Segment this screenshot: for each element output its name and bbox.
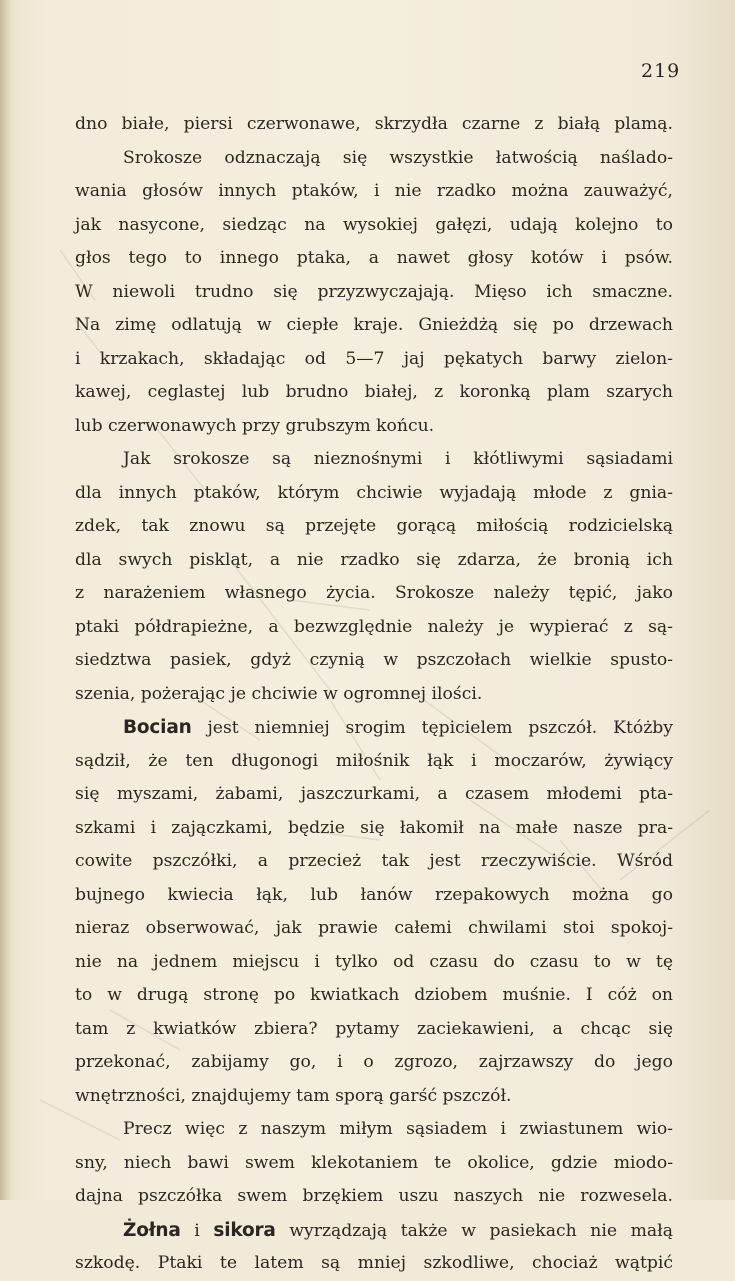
page-spine-shadow bbox=[0, 0, 12, 1200]
text-line bbox=[75, 979, 673, 1013]
line-text: szenia, pożerając je chciwie w ogromnej ilości. bbox=[75, 683, 483, 704]
line-text: jak nasycone, siedząc na wysokiej gałęzi, udają kolejno to bbox=[75, 214, 673, 235]
page-number: 219 bbox=[641, 60, 681, 82]
line-text: wnętrzności, znajdujemy tam sporą garść pszczół. bbox=[75, 1085, 512, 1106]
text-line bbox=[75, 1147, 673, 1181]
line-text: wyrządzają także w pasiekach nie małą bbox=[275, 1220, 673, 1241]
text-line bbox=[75, 879, 673, 913]
line-text: to w drugą stronę po kwiatkach dziobem muśnie. I cóż on bbox=[75, 985, 673, 1005]
text-line bbox=[75, 678, 673, 712]
text-line bbox=[75, 845, 673, 879]
text-line bbox=[75, 175, 673, 209]
line-text: siedztwa pasiek, gdyż czynią w pszczołach wielkie spusto- bbox=[75, 650, 673, 670]
line-text: cowite pszczółki, a przecież tak jest rzeczywiście. Wśród bbox=[75, 851, 673, 871]
line-text: zdek, tak znowu są przejęte gorącą miłością rodzicielską bbox=[75, 516, 673, 536]
text-line bbox=[75, 711, 673, 745]
text-line bbox=[75, 611, 673, 645]
line-text: Jak srokosze są nieznośnymi i kłótliwymi sąsiadami bbox=[123, 449, 673, 469]
line-text: Na zimę odlatują w ciepłe kraje. Gnieżdżą się po drzewach bbox=[75, 315, 673, 335]
line-text: dla innych ptaków, którym chciwie wyjadają młode z gnia- bbox=[75, 482, 673, 503]
text-line bbox=[75, 1247, 673, 1281]
line-text: ptaki półdrapieżne, a bezwzględnie należy je wypierać z są- bbox=[75, 616, 673, 637]
text-line bbox=[75, 108, 673, 142]
line-text: W niewoli trudno się przyzwyczajają. Mięso ich smaczne. bbox=[75, 281, 673, 302]
line-text: sądził, że ten długonogi miłośnik łąk i moczarów, żywiący bbox=[75, 750, 673, 771]
line-text: tam z kwiatków zbiera? pytamy zaciekawieni, a chcąc się bbox=[75, 1018, 673, 1039]
line-text: wania głosów innych ptaków, i nie rzadko można zauważyć, bbox=[75, 181, 673, 201]
line-text: się myszami, żabami, jaszczurkami, a czasem młodemi pta- bbox=[75, 784, 673, 804]
line-text: głos tego to innego ptaka, a nawet głosy kotów i psów. bbox=[75, 248, 673, 268]
text-line bbox=[75, 1013, 673, 1047]
text-line bbox=[75, 1214, 673, 1248]
text-line bbox=[75, 376, 673, 410]
bird-name-keyword: sikora bbox=[213, 1219, 276, 1241]
text-line bbox=[75, 276, 673, 310]
line-text: bujnego kwiecia łąk, lub łanów rzepakowych można go bbox=[75, 884, 673, 905]
line-text: przekonać, zabijamy go, i o zgrozo, zajrzawszy do jego bbox=[75, 1052, 673, 1072]
text-line bbox=[75, 510, 673, 544]
text-line bbox=[75, 1080, 673, 1114]
text-line bbox=[75, 745, 673, 779]
text-line bbox=[75, 812, 673, 846]
line-text: dno białe, piersi czerwonawe, skrzydła czarne z białą plamą. bbox=[75, 114, 673, 134]
text-line bbox=[75, 778, 673, 812]
text-line bbox=[75, 1046, 673, 1080]
line-text: i bbox=[180, 1220, 214, 1241]
line-text: nie na jednem miejscu i tylko od czasu do czasu to w tę bbox=[75, 951, 673, 972]
text-line bbox=[75, 912, 673, 946]
body-text bbox=[75, 108, 673, 1281]
bird-name-keyword: Żołna bbox=[123, 1219, 181, 1241]
line-text: szkodę. Ptaki te latem są mniej szkodliwe, chociaż wątpić bbox=[75, 1253, 673, 1273]
line-text: szkami i zajączkami, będzie się łakomił na małe nasze pra- bbox=[75, 817, 673, 838]
line-text: jest niemniej srogim tępicielem pszczół. Któżby bbox=[191, 718, 673, 738]
text-line bbox=[75, 544, 673, 578]
text-line bbox=[75, 443, 673, 477]
line-text: z narażeniem własnego życia. Srokosze należy tępić, jako bbox=[75, 583, 673, 603]
line-text: i krzakach, składając od 5—7 jaj pękatych barwy zielon- bbox=[75, 348, 673, 369]
text-line bbox=[75, 343, 673, 377]
line-text: lub czerwonawych przy grubszym końcu. bbox=[75, 415, 435, 436]
line-text: nieraz obserwować, jak prawie całemi chwilami stoi spokoj- bbox=[75, 918, 673, 938]
text-line bbox=[75, 1180, 673, 1214]
line-text: kawej, ceglastej lub brudno białej, z koronką plam szarych bbox=[75, 382, 673, 402]
line-text: sny, niech bawi swem klekotaniem te okolice, gdzie miodo- bbox=[75, 1152, 673, 1173]
text-line bbox=[75, 209, 673, 243]
text-line bbox=[75, 410, 673, 444]
text-line bbox=[75, 577, 673, 611]
line-text: Srokosze odznaczają się wszystkie łatwością naślado- bbox=[123, 147, 673, 168]
text-line bbox=[75, 142, 673, 176]
line-text: dajna pszczółka swem brzękiem uszu naszych nie rozwesela. bbox=[75, 1186, 673, 1206]
text-line bbox=[75, 644, 673, 678]
bird-name-keyword: Bocian bbox=[123, 717, 192, 738]
text-line bbox=[75, 946, 673, 980]
text-line bbox=[75, 242, 673, 276]
line-text: Precz więc z naszym miłym sąsiadem i zwiastunem wio- bbox=[123, 1119, 673, 1139]
text-line bbox=[75, 1113, 673, 1147]
text-line bbox=[75, 309, 673, 343]
line-text: dla swych piskląt, a nie rzadko się zdarza, że bronią ich bbox=[75, 549, 673, 570]
text-line bbox=[75, 477, 673, 511]
